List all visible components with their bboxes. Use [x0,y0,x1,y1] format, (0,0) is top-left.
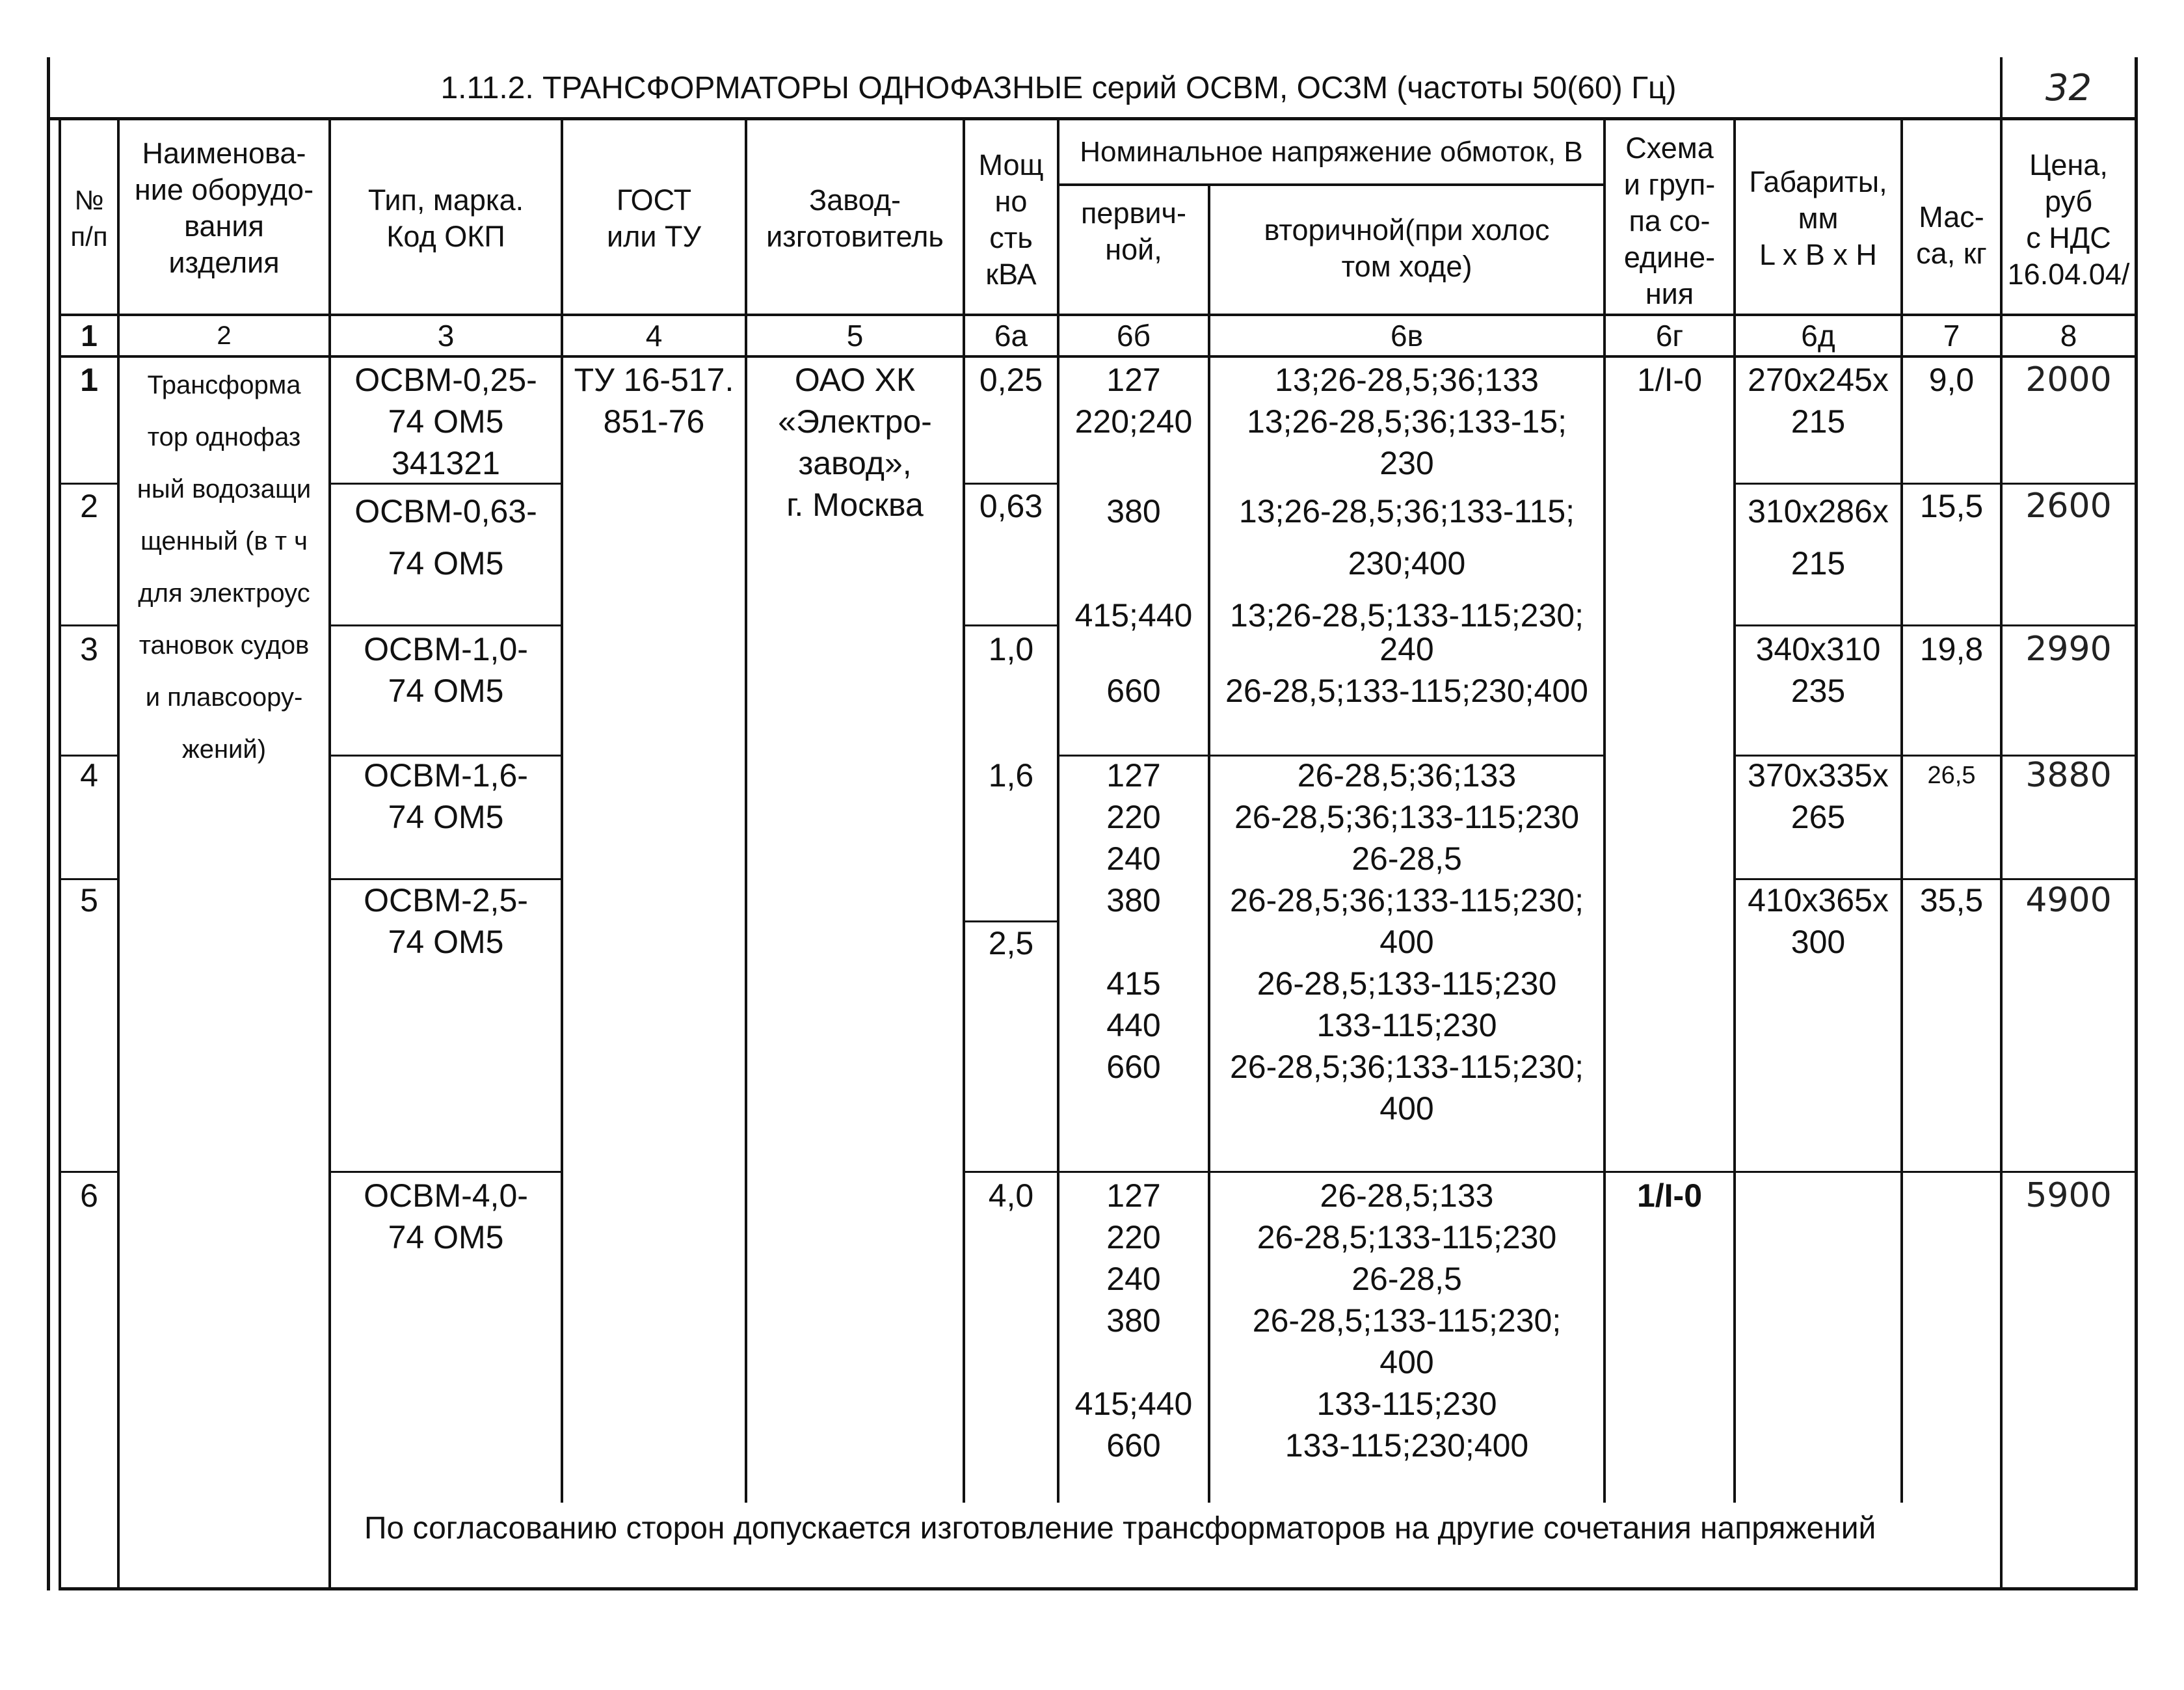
equipment-name-cell: Трансформа тор однофаз ный водозащи щенный (в т ч для электроус тановок судов и плавсоору- жений) [137,371,312,764]
header-num: № п/п [70,185,108,252]
header-power: Мощ но сть кВА [978,148,1044,291]
header-dims: Габариты, мм L х В х Н [1749,165,1887,271]
row6-primary: 127 220 240 380 415;440 660 [1074,1177,1193,1464]
row-sep-2-3-c [963,624,1057,626]
row6-secondary: 26-28,5;133 26-28,5;133-115;230 26-28,5 26-28,5;133-115;230; 400 133-115;230 133-115;230;400 [1252,1177,1562,1464]
outer-right-border [2135,57,2138,1590]
row3-price: 2990 [2025,630,2112,669]
row2-num: 2 [80,488,98,524]
row6-power: 4,0 [988,1177,1034,1214]
row4-num: 4 [80,757,98,794]
row4-primary: 127 220 240 [1106,757,1161,877]
header-gost: ГОСТ или ТУ [606,183,702,253]
voltage-subheader-line [1057,183,1603,186]
row5-power: 2,5 [988,925,1034,961]
row-sep-1-2-a [59,483,117,485]
footnote: По согласованию сторон допускается изготовление трансформаторов на другие сочетания напряжений [364,1511,1876,1546]
row4-type: ОСВМ-1,6- 74 ОМ5 [364,757,528,835]
row4-secondary: 26-28,5;36;133 26-28,5;36;133-115;230 26-28,5 [1234,757,1580,877]
colnum-6a: 6а [994,319,1028,353]
header-voltage: Номинальное напряжение обмоток, В [1080,136,1583,168]
row-sep-5-6-b [328,1171,561,1173]
row1-secondary: 13;26-28,5;36;133 13;26-28,5;36;133-15; 230 [1246,362,1567,481]
header-factory: Завод- изготовитель [766,183,944,253]
colnum-2: 2 [217,321,232,350]
header-mass: Мас- са, кг [1916,200,1987,270]
row-sep-1-2-d [1733,483,2137,485]
colnum-bottom-line [59,355,2138,358]
row5-type: ОСВМ-2,5- 74 ОМ5 [364,882,528,960]
row6-num: 6 [80,1177,98,1214]
row3-num: 3 [80,631,98,667]
row6-type: ОСВМ-4,0- 74 ОМ5 [364,1177,528,1255]
colnum-6b: 6б [1117,319,1151,353]
row3-secondary: 240 26-28,5;133-115;230;400 [1225,631,1588,709]
row1-num: 1 [80,362,98,398]
row-sep-2-3-b [328,624,561,626]
row1-type: ОСВМ-0,25- 74 ОМ5 341321 [354,362,537,481]
row3-dims: 340x310 235 [1755,631,1881,709]
header-type: Тип, марка. Код ОКП [367,183,524,253]
colnum-6v: 6в [1390,319,1424,353]
page-title: 1.11.2. ТРАНСФОРМАТОРЫ ОДНОФАЗНЫЕ серий ОСВМ, ОСЗМ (частоты 50(60) Гц) [440,71,1677,105]
row2-secondary: 13;26-28,5;36;133-115; 230;400 13;26-28,5;133-115;230; [1230,493,1584,634]
header-primary: первич- ной, [1081,196,1186,266]
row1-power: 0,25 [979,362,1043,398]
row4-price: 3880 [2025,756,2112,795]
row5-mass: 35,5 [1919,882,1984,919]
row3-primary: 660 [1106,673,1161,709]
row2-dims: 310x286x 215 [1748,493,1889,582]
row2-type: ОСВМ-0,63- 74 ОМ5 [354,493,537,582]
row5-dims: 410x365x 300 [1748,882,1889,960]
header-price: Цена, руб с НДС 16.04.04/ [2007,148,2130,291]
row2-price: 2600 [2025,487,2112,526]
row1-primary: 127 220;240 [1074,362,1193,440]
colnum-1: 1 [81,319,98,353]
row5-primary: 380 415 440 660 [1106,882,1161,1085]
title-bottom-line [47,117,2138,120]
table-bottom-line [59,1587,2138,1590]
row4-dims: 370x335x 265 [1748,757,1889,835]
row2-primary: 380 415;440 [1074,493,1193,634]
row3-mass: 19,8 [1919,631,1984,667]
row4-mass: 26,5 [1927,762,1976,789]
row-sep-5-6-c [963,1171,2137,1173]
row6-price: 5900 [2025,1176,2112,1215]
colnum-3: 3 [437,319,455,353]
gost-cell: ТУ 16-517. 851-76 [574,362,734,440]
row2-power: 0,63 [979,488,1043,524]
row4-power: 1,6 [988,757,1034,794]
header-scheme: Схема и груп- па со- едине- ния [1623,131,1716,310]
colnum-5: 5 [846,319,864,353]
row2-mass: 15,5 [1919,488,1984,524]
row6-scheme: 1/I-0 [1636,1177,1703,1214]
row1-price: 2000 [2025,360,2112,399]
header-name: Наименова- ние оборудо- вания изделия [134,137,314,279]
row5-num: 5 [80,882,98,919]
row5-price: 4900 [2025,881,2112,920]
row-sep-5-6-a [59,1171,117,1173]
row3-power: 1,0 [988,631,1034,667]
row-sep-2-3-d [1733,624,2137,626]
row1-dims: 270x245x 215 [1748,362,1889,440]
colnum-6d: 6д [1801,319,1835,353]
row5-secondary: 26-28,5;36;133-115;230; 400 26-28,5;133-115;230 133-115;230 26-28,5;36;133-115;230; 400 [1230,882,1584,1127]
row1-scheme: 1/I-0 [1636,362,1703,398]
row1-mass: 9,0 [1928,362,1975,398]
page-number: 32 [2045,67,2092,109]
colnum-8: 8 [2060,319,2077,353]
factory-cell: ОАО ХК «Электро- завод», г. Москва [778,362,932,523]
colnum-4: 4 [645,319,663,353]
outer-left-border [47,57,50,1590]
row-sep-1-2-c [963,483,1057,485]
header-secondary: вторичной(при холос том ходе) [1264,213,1550,283]
row-sep-2-3-a [59,624,117,626]
row3-type: ОСВМ-1,0- 74 ОМ5 [364,631,528,709]
colnum-7: 7 [1943,319,1960,353]
colnum-6g: 6г [1655,319,1684,353]
